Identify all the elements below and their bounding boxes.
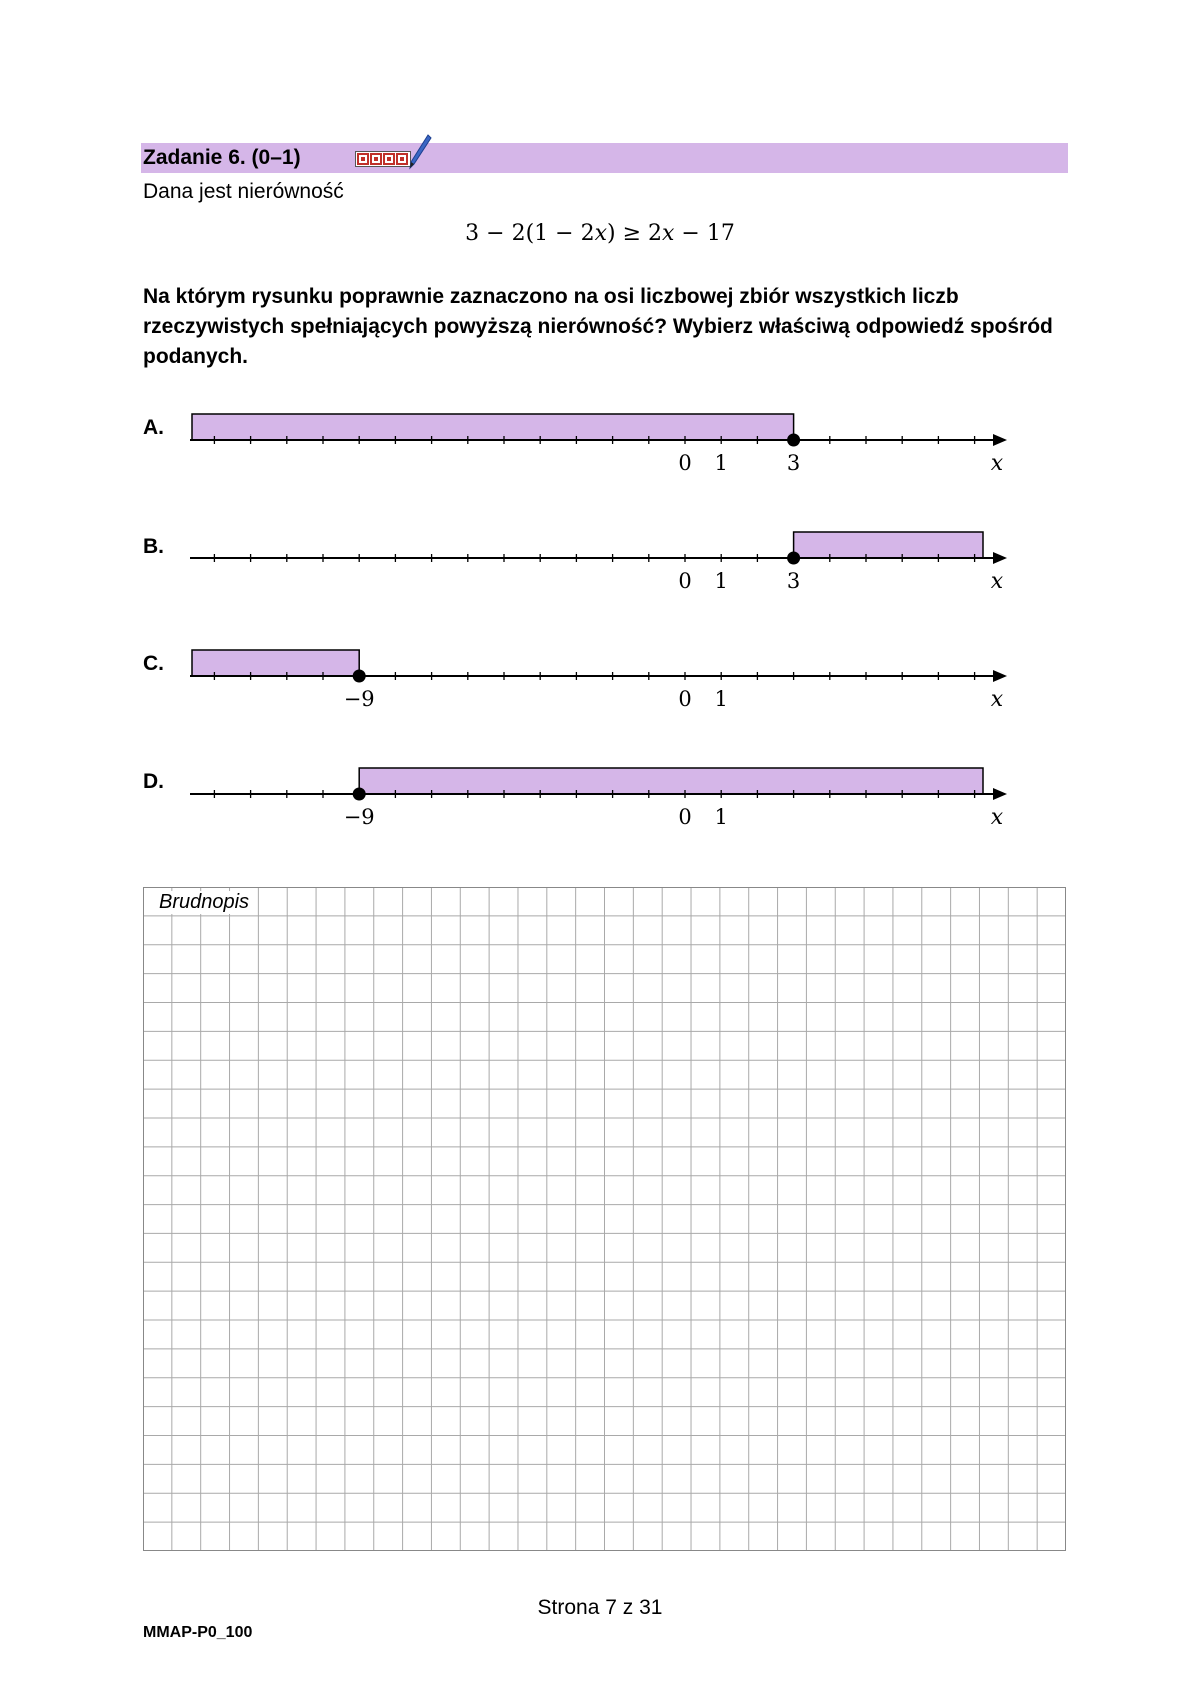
tick-label: 1 xyxy=(714,451,728,475)
tick-label: 1 xyxy=(714,569,728,593)
tick-label: 1 xyxy=(714,687,728,711)
scratchpad-label: Brudnopis xyxy=(159,891,250,913)
inequality-equation: 3 − 2(1 − 2𝑥) ≥ 2𝑥 − 17 xyxy=(465,221,735,246)
number-line-d[interactable] xyxy=(0,754,1200,844)
tick-label: 3 xyxy=(786,451,801,475)
tick-label: 0 xyxy=(678,569,692,593)
option-a-label[interactable]: A. xyxy=(143,416,164,439)
axis-arrow xyxy=(993,552,1007,564)
number-line-b[interactable] xyxy=(0,518,1200,608)
number-line-a[interactable] xyxy=(0,400,1200,490)
task-title: Zadanie 6. (0–1) xyxy=(143,146,301,169)
tick-label: −9 xyxy=(343,687,375,711)
axis-variable-label: x xyxy=(990,569,1004,594)
axis-arrow xyxy=(993,434,1007,446)
solution-band xyxy=(794,532,983,558)
closed-endpoint-dot xyxy=(787,552,800,565)
tick-label: 0 xyxy=(678,451,692,475)
solution-band xyxy=(192,650,359,676)
task-question: Na którym rysunku poprawnie zaznaczono na osi liczbowej zbiór wszystkich liczb rzeczywistych spełniających powyższą nierówność? Wybierz właściwą odpowiedź spośród podanych. xyxy=(143,285,1053,368)
page-number: Strona 7 z 31 xyxy=(537,1596,663,1619)
solution-band xyxy=(192,414,794,440)
four-boxes-icon xyxy=(355,151,411,167)
option-b-label[interactable]: B. xyxy=(143,535,164,558)
tick-label: 1 xyxy=(714,805,728,829)
scratchpad-grid[interactable] xyxy=(143,887,1066,1551)
option-d-label[interactable]: D. xyxy=(143,770,164,793)
closed-endpoint-dot xyxy=(787,434,800,447)
axis-variable-label: x xyxy=(990,687,1004,712)
tick-label: −9 xyxy=(343,805,375,829)
tick-label: 0 xyxy=(678,687,692,711)
option-c-label[interactable]: C. xyxy=(143,652,164,675)
task-intro: Dana jest nierówność xyxy=(143,180,344,203)
solution-band xyxy=(359,768,983,794)
number-line-c[interactable] xyxy=(0,636,1200,726)
axis-variable-label: x xyxy=(990,805,1004,830)
tick-label: 3 xyxy=(786,569,801,593)
closed-endpoint-dot xyxy=(353,788,366,801)
closed-endpoint-dot xyxy=(353,670,366,683)
tick-label: 0 xyxy=(678,805,692,829)
axis-arrow xyxy=(993,788,1007,800)
pen-icon xyxy=(408,134,432,170)
axis-arrow xyxy=(993,670,1007,682)
exam-code: MMAP-P0_100 xyxy=(143,1624,253,1641)
axis-variable-label: x xyxy=(990,451,1004,476)
